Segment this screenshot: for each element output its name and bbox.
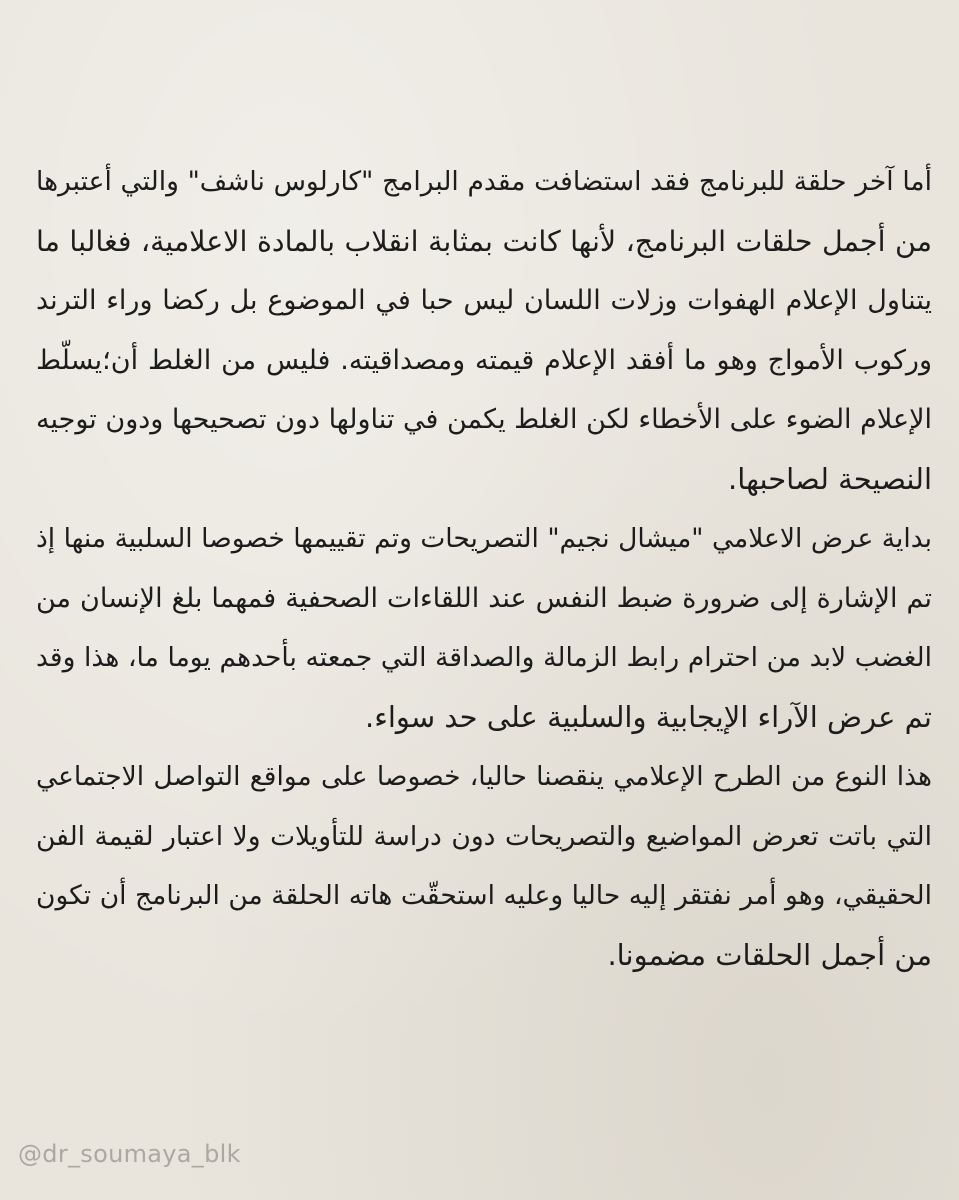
text-line: الغضب لابد من احترام رابط الزمالة والصداقة التي جمعته بأحدهم يوما ما، هذا وقد — [36, 642, 932, 673]
text-line: من أجمل الحلقات مضمونا. — [607, 937, 932, 972]
text-line: تم الإشارة إلى ضرورة ضبط النفس عند اللقاءات الصحفية فمهما بلغ الإنسان من — [36, 582, 932, 614]
text-line: من أجمل حلقات البرنامج، لأنها كانت بمثابة انقلاب بالمادة الاعلامية، فغالبا ما — [36, 224, 932, 258]
text-line: أما آخر حلقة للبرنامج فقد استضافت مقدم البرامج "كارلوس ناشف" والتي أعتبرها — [36, 166, 932, 197]
text-line: بداية عرض الاعلامي "ميشال نجيم" التصريحات وتم تقييمها خصوصا السلبية منها إذ — [36, 523, 932, 554]
article-body — [36, 152, 932, 985]
text-line: التي باتت تعرض المواضيع والتصريحات دون دراسة للتأويلات ولا اعتبار لقيمة الفن — [36, 820, 932, 852]
text-line: الإعلام الضوء على الأخطاء لكن الغلط يكمن في تناولها دون تصحيحها ودون توجيه — [36, 404, 932, 435]
text-line: تم عرض الآراء الإيجابية والسلبية على حد سواء. — [365, 699, 932, 734]
text-line: يتناول الإعلام الهفوات وزلات اللسان ليس حبا في الموضوع بل ركضا وراء الترند — [36, 285, 932, 316]
text-line: هذا النوع من الطرح الإعلامي ينقصنا حاليا، خصوصا على مواقع التواصل الاجتماعي — [36, 761, 932, 792]
text-line: النصيحة لصاحبها. — [728, 461, 932, 496]
watermark-handle: @dr_soumaya_blk — [18, 1140, 241, 1168]
paragraph-2 — [36, 509, 932, 747]
paragraph-3 — [36, 747, 932, 985]
text-line: الحقيقي، وهو أمر نفتقر إليه حاليا وعليه استحقّت هاته الحلقة من البرنامج أن تكون — [36, 880, 932, 911]
text-line: وركوب الأمواج وهو ما أفقد الإعلام قيمته ومصداقيته. فليس من الغلط أن؛يسلّط — [36, 344, 932, 376]
paragraph-1 — [36, 152, 932, 509]
